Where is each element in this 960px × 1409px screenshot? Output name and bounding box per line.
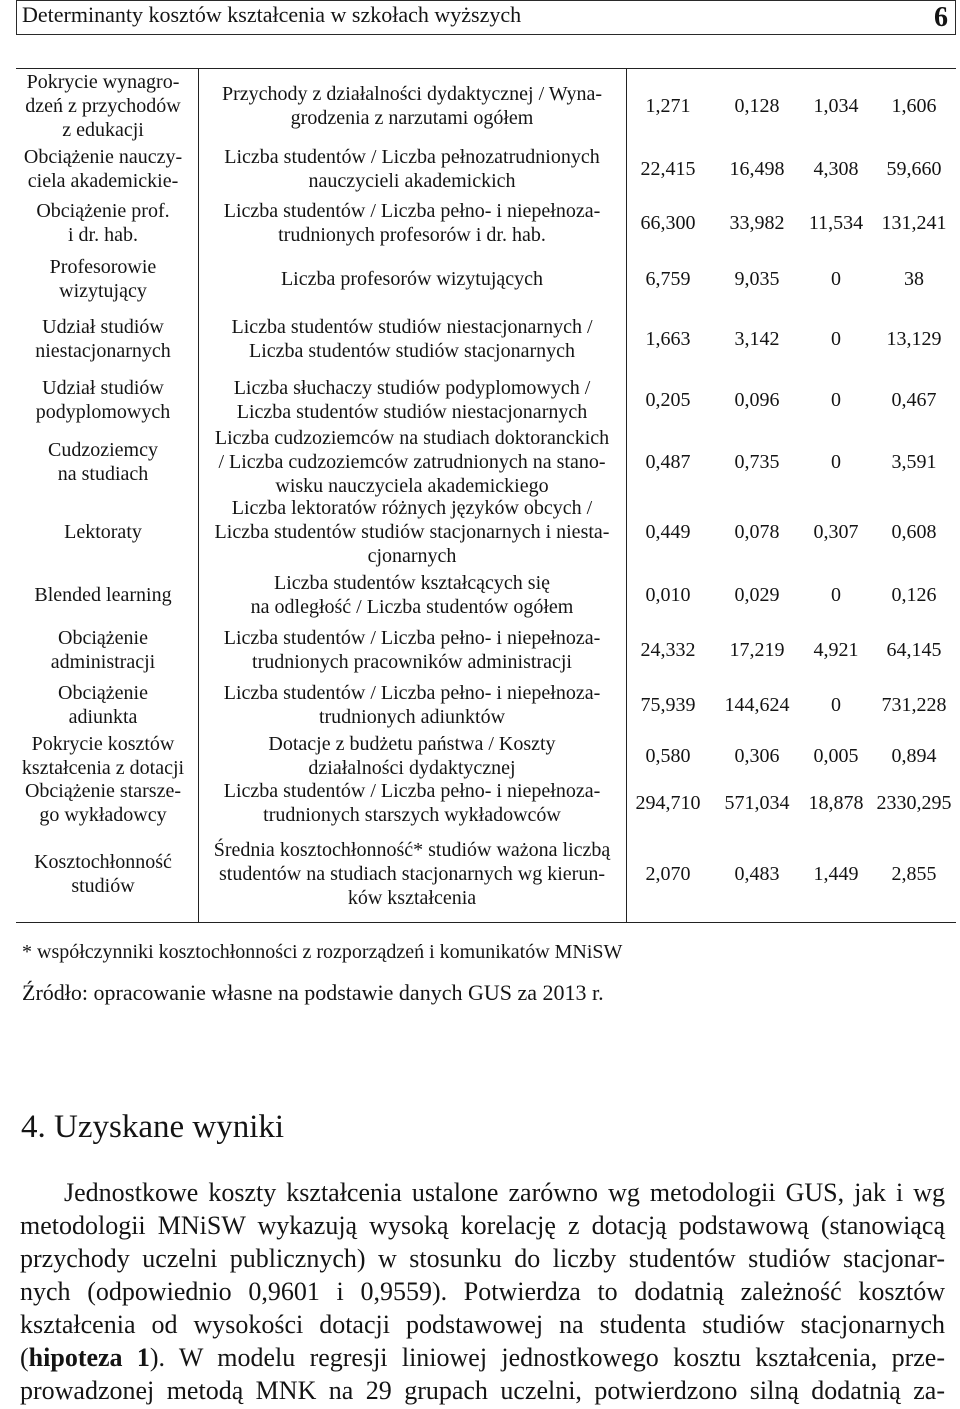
- indicator-name-line: ciela akademickie-: [27, 170, 179, 192]
- indicator-name-line: z edukacji: [62, 119, 144, 141]
- indicator-value: 1,449: [813, 862, 859, 885]
- indicator-name: [16, 825, 190, 922]
- indicator-formula: [198, 306, 626, 371]
- indicator-name: [16, 495, 190, 569]
- indicator-formula-line: na odległość / Liczba studentów ogółem: [250, 596, 574, 618]
- indicator-name: [16, 678, 190, 731]
- indicator-name-line: dzeń z przychodów: [25, 95, 181, 117]
- indicator-name-line: Pokrycie kosztów: [31, 732, 175, 755]
- indicator-formula-line: ków kształcenia: [347, 886, 477, 909]
- indicator-value: 0: [831, 693, 841, 716]
- table-source: Źródło: opracowanie własne na podstawie danych GUS za 2013 r.: [22, 980, 604, 1005]
- indicator-value: 1,271: [645, 95, 691, 117]
- indicator-formula-line: Liczba studentów studiów stacjonarnych: [248, 339, 576, 362]
- table-row: [16, 495, 956, 569]
- indicator-value: 33,982: [729, 212, 785, 234]
- indicator-value: 6,759: [645, 267, 691, 290]
- indicator-value: 0,735: [734, 451, 780, 473]
- table-row: [16, 780, 956, 825]
- paragraph-text: ). W modelu regresji liniowej jednostkowego kosztu kształcenia, prze-: [149, 1343, 945, 1372]
- indicator-formula: [198, 825, 626, 922]
- indicator-name-line: Obciążenie nauczy-: [23, 146, 183, 168]
- indicator-name-line: Obciążenie starsze-: [24, 779, 181, 802]
- indicator-name-line: go wykładowcy: [39, 803, 167, 826]
- indicator-value: 24,332: [640, 638, 696, 661]
- section-heading: 4. Uzyskane wyniki: [21, 1109, 285, 1145]
- table-row: [16, 825, 956, 922]
- indicator-name: [16, 69, 190, 143]
- indicator-value: 66,300: [640, 212, 696, 234]
- paragraph-line: [20, 1341, 945, 1374]
- indicator-value: 13,129: [886, 327, 942, 350]
- indicator-name-line: i dr. hab.: [68, 224, 138, 246]
- running-header-title: Determinanty kosztów kształcenia w szkołach wyższych: [22, 2, 522, 27]
- indicator-value: 0,078: [734, 521, 780, 543]
- table-row: [16, 621, 956, 678]
- paragraph-line: prowadzonej metodą MNK na 29 grupach uczelni, potwierdzono silną dodatnią za-: [20, 1376, 945, 1405]
- indicator-formula-line: Liczba studentów / Liczba pełnozatrudnionych: [224, 146, 600, 168]
- indicator-formula-line: Liczba studentów / Liczba pełno- i niepełnoza-: [223, 200, 601, 222]
- paragraph-line: kształcenia od wysokości dotacji podstawowej na studenta studiów stacjonarnych: [20, 1310, 945, 1339]
- indicator-formula: [198, 195, 626, 251]
- indicator-value: 0,205: [645, 389, 691, 411]
- indicator-name: [16, 429, 190, 495]
- indicator-name-line: Cudzoziemcy: [48, 439, 158, 461]
- body-paragraph: [20, 1176, 945, 1407]
- indicator-formula-line: Liczba profesorów wizytujących: [280, 267, 544, 290]
- indicator-name-line: kształcenia z dotacji: [21, 756, 185, 779]
- indicator-formula-line: studentów na studiach stacjonarnych wg kierun-: [218, 862, 605, 885]
- indicator-name-line: niestacjonarnych: [35, 339, 171, 362]
- table-row: [16, 251, 956, 306]
- paragraph-line: nych (odpowiednio 0,9601 i 0,9559). Potwierdza to dodatnią zależność kosztów: [20, 1277, 945, 1306]
- indicator-value: 38: [904, 267, 924, 290]
- indicator-formula-line: Dotacje z budżetu państwa / Koszty: [268, 732, 556, 755]
- indicators-table: [16, 68, 956, 923]
- indicator-name-line: Obciążenie: [58, 681, 148, 704]
- table-row: [16, 143, 956, 195]
- indicator-name-line: Lektoraty: [64, 521, 142, 543]
- indicator-value: 3,142: [734, 327, 780, 350]
- indicator-name: [16, 143, 190, 195]
- indicator-value: 0,126: [891, 584, 937, 606]
- indicator-value: 2,855: [891, 862, 937, 885]
- indicator-name: [16, 621, 190, 678]
- indicator-value: 144,624: [724, 693, 790, 716]
- indicator-formula-line: nauczycieli akademickich: [308, 170, 516, 192]
- table-row: [16, 69, 956, 143]
- indicator-value: 0: [831, 267, 841, 290]
- table-row: [16, 306, 956, 371]
- indicator-value: 0,580: [645, 744, 691, 767]
- indicator-value: 2,070: [645, 862, 691, 885]
- indicator-formula: [198, 621, 626, 678]
- indicator-formula-line: trudnionych profesorów i dr. hab.: [278, 224, 546, 246]
- indicator-value: 0,029: [734, 584, 780, 606]
- table-row: [16, 569, 956, 621]
- indicator-value: 4,921: [813, 638, 859, 661]
- indicator-value: 0,005: [813, 744, 859, 767]
- table-row: [16, 731, 956, 780]
- indicator-name-line: adiunkta: [68, 705, 138, 728]
- indicator-name-line: Kosztochłonność: [34, 850, 172, 873]
- indicator-value: 17,219: [729, 638, 785, 661]
- indicator-value: 75,939: [640, 693, 696, 716]
- indicator-value: 0,128: [734, 95, 780, 117]
- indicator-formula-line: trudnionych adiunktów: [318, 705, 506, 728]
- indicator-value: 0: [831, 327, 841, 350]
- indicator-value: 22,415: [640, 158, 696, 180]
- indicator-formula-line: wisku nauczyciela akademickiego: [275, 475, 549, 497]
- indicator-value: 59,660: [886, 158, 942, 180]
- indicator-value: 0,487: [645, 451, 691, 473]
- hypothesis-emphasis: hipoteza 1: [28, 1343, 150, 1372]
- indicator-name-line: Obciążenie: [58, 626, 148, 649]
- indicator-formula-line: Liczba studentów studiów stacjonarnych i niesta-: [214, 521, 610, 543]
- indicator-value: 0: [831, 389, 841, 411]
- indicator-name: [16, 371, 190, 429]
- indicator-formula: [198, 251, 626, 306]
- indicator-name: [16, 195, 190, 251]
- indicator-formula: [198, 495, 626, 569]
- indicator-formula-line: trudnionych pracowników administracji: [252, 650, 572, 673]
- indicator-formula: [198, 569, 626, 621]
- indicator-name: [16, 731, 190, 780]
- indicator-value: 11,534: [808, 212, 864, 234]
- indicator-name-line: na studiach: [57, 463, 149, 485]
- indicator-value: 1,606: [891, 95, 937, 117]
- indicator-formula-line: Liczba studentów / Liczba pełno- i niepełnoza-: [223, 626, 601, 649]
- indicator-value: 9,035: [734, 267, 780, 290]
- indicator-value: 0,307: [813, 521, 859, 543]
- indicator-name-line: Udział studiów: [42, 377, 164, 399]
- indicator-formula-line: Liczba studentów / Liczba pełno- i niepełnoza-: [223, 681, 601, 704]
- indicator-name: [16, 251, 190, 306]
- indicator-value: 731,228: [881, 693, 947, 716]
- indicator-formula-line: Liczba studentów studiów niestacjonarnych /: [231, 315, 593, 338]
- page-number: 6: [934, 2, 948, 33]
- paragraph-line: Jednostkowe koszty kształcenia ustalone zarówno wg metodologii GUS, jak i wg: [64, 1178, 945, 1207]
- indicator-value: 16,498: [729, 158, 785, 180]
- indicator-name-line: podyplomowych: [35, 401, 171, 423]
- indicator-value: 0,894: [891, 744, 937, 767]
- indicator-formula-line: Liczba lektoratów różnych języków obcych /: [231, 497, 593, 519]
- paragraph-line: przychody uczelni publicznych) w stosunku do liczby studentów studiów stacjonar-: [20, 1244, 945, 1273]
- indicator-value: 0,449: [645, 521, 691, 543]
- indicator-value: 1,663: [645, 327, 691, 350]
- indicator-value: 3,591: [891, 451, 937, 473]
- indicator-formula: [198, 429, 626, 495]
- indicator-formula-line: / Liczba cudzoziemców zatrudnionych na stano-: [218, 451, 606, 473]
- indicator-value: 571,034: [724, 791, 790, 814]
- indicator-formula: [198, 731, 626, 780]
- indicator-formula: [198, 69, 626, 143]
- indicator-value: 4,308: [813, 158, 859, 180]
- indicator-value: 0,096: [734, 389, 780, 411]
- indicator-value: 0: [831, 584, 841, 606]
- indicator-name-line: Profesorowie: [49, 255, 157, 278]
- indicator-value: 131,241: [881, 212, 947, 234]
- running-header: [16, 0, 956, 35]
- paragraph-line: metodologii MNiSW wykazują wysoką korelację z dotacją podstawową (stanowiącą: [20, 1211, 945, 1240]
- indicator-formula-line: działalności dydaktycznej: [308, 756, 516, 779]
- indicator-name-line: administracji: [50, 650, 156, 673]
- table-row: [16, 429, 956, 495]
- indicator-formula: [198, 780, 626, 825]
- indicator-formula: [198, 143, 626, 195]
- indicator-formula-line: Liczba słuchaczy studiów podyplomowych /: [233, 377, 591, 399]
- indicator-formula-line: Liczba cudzoziemców na studiach doktoranckich: [214, 427, 610, 449]
- indicator-formula-line: Liczba studentów / Liczba pełno- i niepełnoza-: [223, 779, 601, 802]
- indicator-name-line: Blended learning: [34, 584, 172, 606]
- indicator-formula-line: cjonarnych: [367, 545, 457, 567]
- indicator-formula: [198, 678, 626, 731]
- indicator-value: 0,306: [734, 744, 780, 767]
- table-row: [16, 371, 956, 429]
- indicator-name-line: Udział studiów: [42, 315, 164, 338]
- indicator-value: 0: [831, 451, 841, 473]
- indicator-formula: [198, 371, 626, 429]
- table-row: [16, 678, 956, 731]
- indicator-name-line: Pokrycie wynagro-: [26, 71, 180, 93]
- indicator-value: 0,467: [891, 389, 937, 411]
- indicator-value: 1,034: [813, 95, 859, 117]
- indicator-name: [16, 569, 190, 621]
- indicator-name-line: studiów: [71, 874, 135, 897]
- indicator-value: 0,483: [734, 862, 780, 885]
- indicator-value: 294,710: [635, 791, 701, 814]
- indicator-value: 0,608: [891, 521, 937, 543]
- indicator-formula-line: grodzenia z narzutami ogółem: [290, 107, 534, 129]
- indicator-name-line: wizytujący: [59, 279, 147, 302]
- table-footnote: * współczynniki kosztochłonności z rozporządzeń i komunikatów MNiSW: [22, 941, 623, 963]
- indicator-formula-line: Liczba studentów studiów niestacjonarnych: [236, 401, 588, 423]
- indicator-name-line: Obciążenie prof.: [36, 200, 170, 222]
- indicator-value: 2330,295: [876, 791, 952, 814]
- indicator-value: 18,878: [808, 791, 864, 814]
- indicator-value: 0,010: [645, 584, 691, 606]
- indicator-formula-line: Średnia kosztochłonność* studiów ważona liczbą: [213, 838, 611, 861]
- indicator-formula-line: Liczba studentów kształcących się: [274, 572, 550, 594]
- table-row: [16, 195, 956, 251]
- indicator-formula-line: trudnionych starszych wykładowców: [263, 803, 561, 826]
- paragraph-text: (: [20, 1343, 29, 1372]
- indicator-value: 64,145: [886, 638, 942, 661]
- indicator-name: [16, 306, 190, 371]
- indicator-name: [16, 780, 190, 825]
- indicator-formula-line: Przychody z działalności dydaktycznej / Wyna-: [222, 83, 602, 105]
